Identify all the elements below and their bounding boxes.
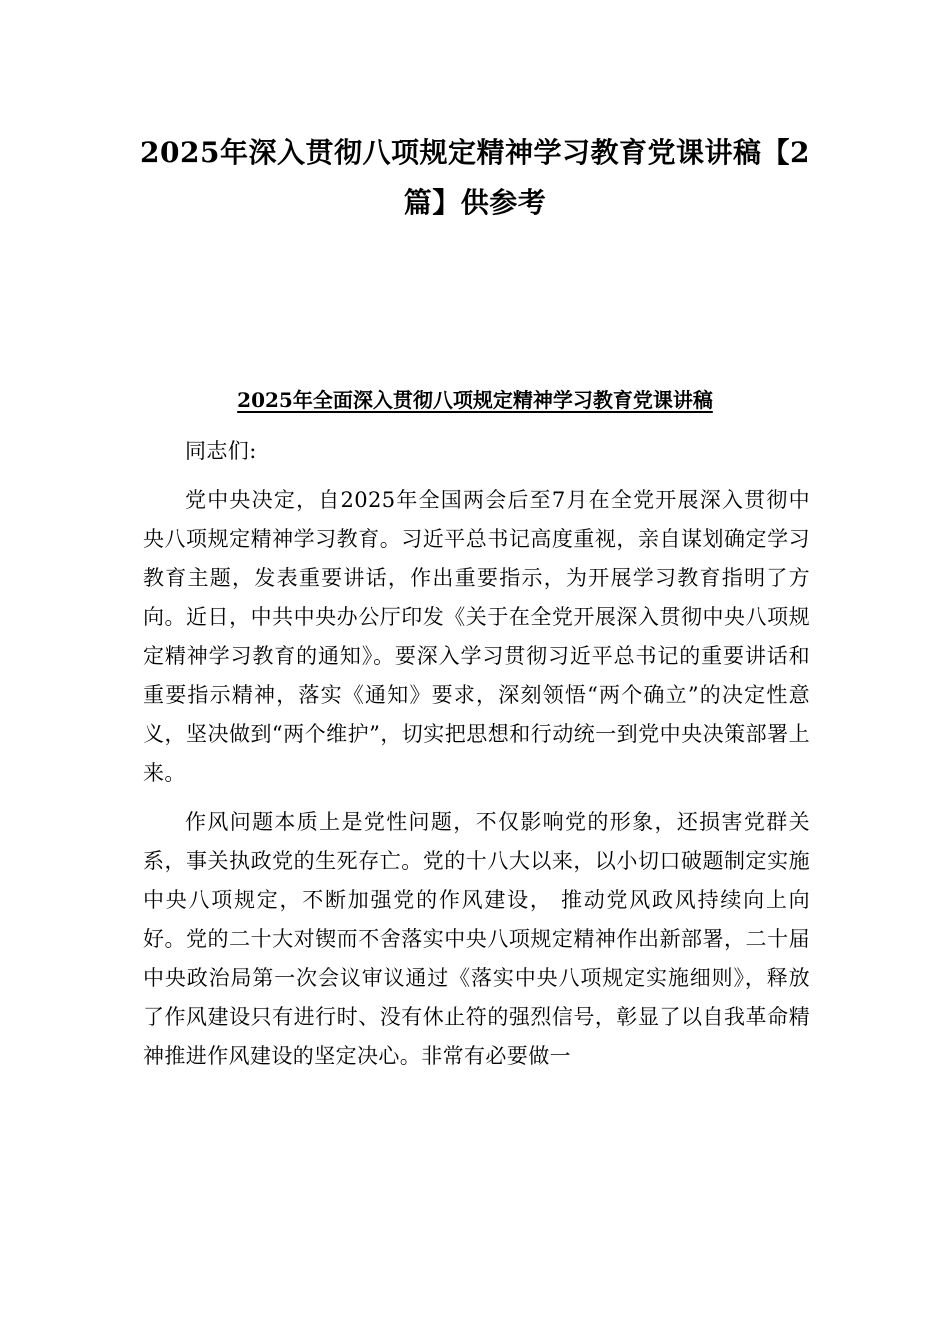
paragraph-2: 作风问题本质上是党性问题，不仅影响党的形象，还损害党群关系，事关执政党的生死存亡。党的十八大以来，以小切口破题制定实施中央八项规定，不断加强党的作风建设， 推动党风政风持续向上向好。党的二十大对锲而不舍落实中央八项规定精神作出新部署，二十届中央政治局第一次会议审议通过《落实中央八项规定实施细则》，释放了作风建设只有进行时、没有休止符的强烈信号，彰显了以自我革命精神推进作风建设的坚定决心。非常有必要做一: [143, 810, 810, 1068]
paragraph-1: 党中央决定，自2025年全国两会后至7月在全党开展深入贯彻中央八项规定精神学习教育。习近平总书记高度重视，亲自谋划确定学习教育主题，发表重要讲话，作出重要指示，为开展学习教育指明了方向。近日，中共中央办公厅印发《关于在全党开展深入贯彻中央八项规定精神学习教育的通知》。要深入学习贯彻习近平总书记的重要讲话和重要指示精神，落实《通知》要求，深刻领悟“两个确立”的决定性意义，坚决做到“两个维护”，切实把思想和行动统一到党中央决策部署上来。: [143, 488, 810, 785]
document-title: 2025年深入贯彻八项规定精神学习教育党课讲稿【2篇】供参考: [140, 136, 810, 219]
section-title-text: 2025年全面深入贯彻八项规定精神学习教育党课讲稿: [237, 388, 713, 412]
document-body: [143, 432, 810, 1076]
greeting: 同志们:: [185, 439, 257, 463]
section-title: [140, 384, 810, 416]
